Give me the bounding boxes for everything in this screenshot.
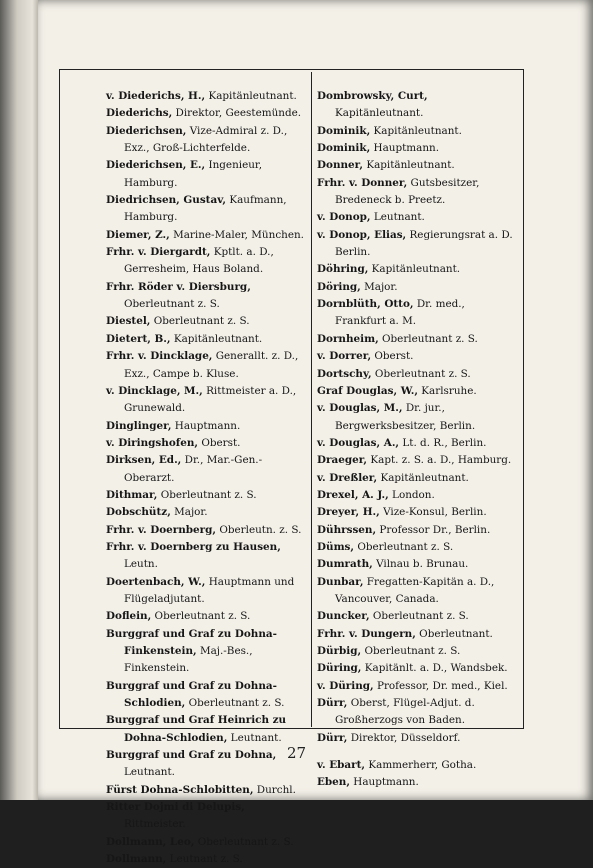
entry-name: Diestel, xyxy=(106,315,151,328)
directory-entry xyxy=(106,123,304,158)
entry-description: Kaufmann, Hamburg. xyxy=(124,194,287,224)
entry-name: Burggraf und Graf zu Dohna-Schlodien, xyxy=(106,679,277,710)
directory-entry xyxy=(317,383,513,400)
entry-description: Direktor, Geestemünde. xyxy=(175,107,302,120)
entry-description: Kapitänleutnant. xyxy=(371,263,461,276)
entry-description: Oberleutnant z. S. xyxy=(197,835,294,848)
directory-entry xyxy=(317,608,513,625)
directory-entry xyxy=(317,331,513,348)
entry-name: v. Dreßler, xyxy=(317,471,378,484)
entry-name: Dürr, xyxy=(317,697,348,710)
directory-entry xyxy=(317,695,513,730)
entry-name: Diederichsen, E., xyxy=(106,159,206,172)
directory-entry xyxy=(317,140,513,157)
entry-name: Doflein, xyxy=(106,610,152,623)
right-column xyxy=(317,88,513,792)
directory-entry xyxy=(317,678,513,695)
directory-entry xyxy=(106,348,304,383)
entry-name: Diedrichsen, Gustav, xyxy=(106,194,227,207)
entry-description: Oberleutn. z. S. xyxy=(219,523,302,536)
directory-entry xyxy=(317,774,513,791)
entry-description: Oberleutnant z. S. xyxy=(357,540,454,553)
entry-description: Leutnant. xyxy=(124,766,175,779)
entry-description: Oberleutnant z. S. xyxy=(153,315,250,328)
entry-description: Oberleutnant z. S. xyxy=(382,332,478,345)
entry-description: Oberleutnant z. S. xyxy=(188,697,285,710)
directory-entry xyxy=(106,487,304,504)
entry-name: v. Douglas, A., xyxy=(317,436,400,449)
entry-name: Diederichsen, xyxy=(106,124,187,137)
entry-name: Dombrowsky, Curt, xyxy=(317,90,428,102)
entry-description: Oberleutnant z. S. xyxy=(160,488,257,501)
entry-name: Ritter Dojmi di Delupis, xyxy=(106,801,245,814)
directory-entry xyxy=(317,296,513,331)
entry-name: Dietert, B., xyxy=(106,332,171,345)
entry-description: Oberst. xyxy=(374,350,414,363)
entry-name: Dominik, xyxy=(317,142,371,155)
entry-description: Oberleutnant z. S. xyxy=(364,645,461,657)
entry-name: Dornheim, xyxy=(317,332,379,345)
entry-name: Dührssen, xyxy=(317,523,377,536)
entry-name: Dürbig, xyxy=(317,645,362,657)
directory-entry xyxy=(317,539,513,556)
directory-entry xyxy=(106,782,304,799)
directory-entry xyxy=(317,227,513,262)
directory-entry xyxy=(317,452,513,469)
directory-entry xyxy=(106,88,304,105)
entry-description: Dr. jur., Bergwerksbesitzer, Berlin. xyxy=(335,402,476,432)
directory-entry xyxy=(106,192,304,227)
entry-name: Duncker, xyxy=(317,610,370,623)
entry-description: Kapitänleutnant. xyxy=(366,159,455,172)
entry-name: Dortschy, xyxy=(317,367,372,380)
entry-name: Diederichs, xyxy=(106,107,173,120)
directory-entry xyxy=(106,522,304,539)
entry-name: Frhr. v. Diergardt, xyxy=(106,246,211,259)
directory-entry xyxy=(106,452,304,487)
directory-entry xyxy=(106,539,304,574)
entry-name: Dirksen, Ed., xyxy=(106,454,182,467)
entry-name: v. Diederichs, H., xyxy=(106,90,206,102)
entry-name: Burggraf und Graf zu Dohna-Finkenstein, xyxy=(106,627,277,657)
entry-name: Burggraf und Graf zu Dohna, xyxy=(106,749,277,762)
directory-entry xyxy=(106,678,304,713)
directory-entry xyxy=(317,504,513,521)
directory-entry xyxy=(106,227,304,244)
directory-entry xyxy=(317,157,513,174)
entry-name: Dornblüth, Otto, xyxy=(317,298,414,311)
directory-entry xyxy=(317,660,513,677)
directory-entry xyxy=(317,574,513,609)
entry-description: Hauptmann. xyxy=(373,142,440,155)
entry-name: Dumrath, xyxy=(317,558,373,571)
entry-description: Ingenieur, Hamburg. xyxy=(124,159,263,189)
directory-entry xyxy=(317,470,513,487)
entry-description: Gutsbesitzer, Bredeneck b. Preetz. xyxy=(335,176,480,207)
entry-description: Oberleutnant. xyxy=(419,627,493,640)
directory-entry xyxy=(106,313,304,330)
entry-name: Eben, xyxy=(317,776,350,789)
entry-description: Leutn. xyxy=(124,558,158,571)
directory-entry xyxy=(317,348,513,365)
directory-entry xyxy=(317,366,513,383)
entry-description: Kapitänlt. a. D., Wandsbek. xyxy=(364,662,508,675)
directory-entry xyxy=(106,851,304,868)
entry-name: Frhr. v. Doernberg, xyxy=(106,523,217,536)
entry-description: London. xyxy=(392,488,435,501)
directory-entry xyxy=(317,279,513,296)
entry-description: Hauptmann und Flügeladjutant. xyxy=(124,575,295,605)
directory-entry xyxy=(317,643,513,660)
entry-name: Döhring, xyxy=(317,263,369,276)
entry-description: Kapt. z. S. a. D., Hamburg. xyxy=(370,454,512,467)
entry-description: Leutnant. xyxy=(373,211,425,224)
directory-entry xyxy=(106,574,304,609)
entry-name: v. Dincklage, M., xyxy=(106,384,203,397)
column-divider xyxy=(311,72,312,727)
entry-description: Lt. d. R., Berlin. xyxy=(402,436,487,449)
entry-name: Frhr. v. Dincklage, xyxy=(106,350,213,363)
entry-name: Frhr. v. Donner, xyxy=(317,176,408,189)
directory-entry xyxy=(106,157,304,192)
entry-description: Kammerherr, Gotha. xyxy=(368,759,477,772)
directory-entry xyxy=(106,418,304,435)
directory-entry xyxy=(317,175,513,210)
entry-description: Marine-Maler, München. xyxy=(173,228,304,241)
directory-entry xyxy=(106,799,304,834)
directory-entry xyxy=(106,383,304,418)
directory-entry xyxy=(106,105,304,122)
entry-description: Vilnau b. Brunau. xyxy=(376,558,469,571)
entry-name: Düring, xyxy=(317,662,362,675)
entry-name: v. Dorrer, xyxy=(317,350,372,363)
entry-description: Fregatten-Kapitän a. D., Vancouver, Canada. xyxy=(335,575,495,605)
directory-entry xyxy=(317,123,513,140)
directory-entry xyxy=(317,261,513,278)
entry-description: Kapitänleutnant. xyxy=(373,124,462,137)
entry-name: Dürr, xyxy=(317,731,348,744)
facing-page-edge xyxy=(0,0,38,800)
entry-description: Oberleutnant z. S. xyxy=(374,367,471,380)
entry-description: Direktor, Düsseldorf. xyxy=(350,731,461,744)
entry-description: Dr. med., Frankfurt a. M. xyxy=(335,298,465,328)
entry-name: Dunbar, xyxy=(317,575,364,588)
entry-name: Donner, xyxy=(317,159,363,172)
directory-entry xyxy=(106,279,304,314)
entry-name: v. Diringshofen, xyxy=(106,436,199,449)
entry-description: Kapitänleutnant. xyxy=(208,90,297,102)
directory-entry xyxy=(317,435,513,452)
entry-name: Dollmann, xyxy=(106,853,167,866)
entry-description: Professor, Dr. med., Kiel. xyxy=(376,679,508,692)
entry-description: Oberleutnant z. S. xyxy=(154,610,251,623)
entry-description: Professor Dr., Berlin. xyxy=(379,523,491,536)
entry-description: Dr., Mar.-Gen.-Oberarzt. xyxy=(124,454,263,484)
directory-entry xyxy=(317,209,513,226)
entry-description: Maj.-Bes., Finkenstein. xyxy=(124,645,253,675)
entry-name: Diemer, Z., xyxy=(106,228,170,241)
entry-description: Durchl. xyxy=(256,783,296,796)
entry-name: v. Ebart, xyxy=(317,759,366,772)
entry-name: Doertenbach, W., xyxy=(106,575,206,588)
entry-name: Frhr. Röder v. Diersburg, xyxy=(106,280,251,293)
entry-name: Döring, xyxy=(317,280,361,293)
entry-name: Dreyer, H., xyxy=(317,506,380,519)
entry-description: Kapitänleutnant. xyxy=(380,471,469,484)
entry-name: Dominik, xyxy=(317,124,371,137)
directory-entry xyxy=(317,522,513,539)
entry-name: Dollmann, Leo, xyxy=(106,835,195,848)
entry-description: Regierungsrat a. D. Berlin. xyxy=(335,228,513,259)
entry-description: Kapitänleutnant. xyxy=(173,332,263,345)
entry-description: Kptlt. a. D., Gerresheim, Haus Boland. xyxy=(124,246,274,276)
entry-description: Vize-Admiral z. D., Exz., Groß-Lichterfelde. xyxy=(124,124,288,155)
directory-entry xyxy=(317,88,513,123)
directory-entry xyxy=(106,504,304,521)
directory-entry xyxy=(106,331,304,348)
entry-description: Vize-Konsul, Berlin. xyxy=(383,506,487,519)
entry-description: Hauptmann. xyxy=(353,776,419,789)
directory-entry xyxy=(106,834,304,851)
entry-description: Rittmeister. xyxy=(124,818,186,831)
entry-description: Kapitänleutnant. xyxy=(335,107,424,120)
entry-name: v. Düring, xyxy=(317,679,374,692)
entry-name: Frhr. v. Dungern, xyxy=(317,627,416,640)
entry-name: Draeger, xyxy=(317,454,368,467)
entry-name: Dinglinger, xyxy=(106,419,172,432)
directory-entry xyxy=(106,712,304,747)
directory-entry xyxy=(317,400,513,435)
entry-name: Frhr. v. Doernberg zu Hausen, xyxy=(106,540,281,553)
entry-description: Leutnant. xyxy=(230,731,282,744)
entry-name: Fürst Dohna-Schlobitten, xyxy=(106,783,254,796)
entry-description: Major. xyxy=(364,280,398,293)
entry-name: Düms, xyxy=(317,540,355,553)
entry-description: Oberleutnant z. S. xyxy=(124,298,220,311)
directory-entry xyxy=(106,244,304,279)
directory-entry xyxy=(317,626,513,643)
entry-description: Rittmeister a. D., Grunewald. xyxy=(124,384,297,415)
directory-entry xyxy=(106,626,304,678)
directory-entry xyxy=(106,608,304,625)
entry-description: Major. xyxy=(174,506,208,519)
entry-description: Leutnant z. S. xyxy=(169,853,243,866)
directory-entry xyxy=(317,556,513,573)
entry-description: Oberst, Flügel-Adjut. d. Großherzogs von Baden. xyxy=(335,697,475,727)
entry-name: Graf Douglas, W., xyxy=(317,384,418,397)
entry-description: Oberleutnant z. S. xyxy=(372,610,469,623)
entry-name: v. Donop, Elias, xyxy=(317,228,407,241)
entry-description: Oberst. xyxy=(201,436,241,449)
directory-entry xyxy=(106,435,304,452)
entry-name: Drexel, A. J., xyxy=(317,488,389,501)
entry-description: Hauptmann. xyxy=(174,419,241,432)
entry-description: Karlsruhe. xyxy=(421,384,477,397)
entry-name: v. Donop, xyxy=(317,211,371,224)
entry-name: Burggraf und Graf Heinrich zu Dohna-Schlodien, xyxy=(106,714,287,744)
entry-name: Dobschütz, xyxy=(106,506,171,519)
directory-entry xyxy=(317,487,513,504)
entry-name: v. Douglas, M., xyxy=(317,402,403,415)
page-number: 27 xyxy=(286,744,307,762)
entry-name: Dithmar, xyxy=(106,488,158,501)
entry-description: Generallt. z. D., Exz., Campe b. Kluse. xyxy=(124,350,299,380)
